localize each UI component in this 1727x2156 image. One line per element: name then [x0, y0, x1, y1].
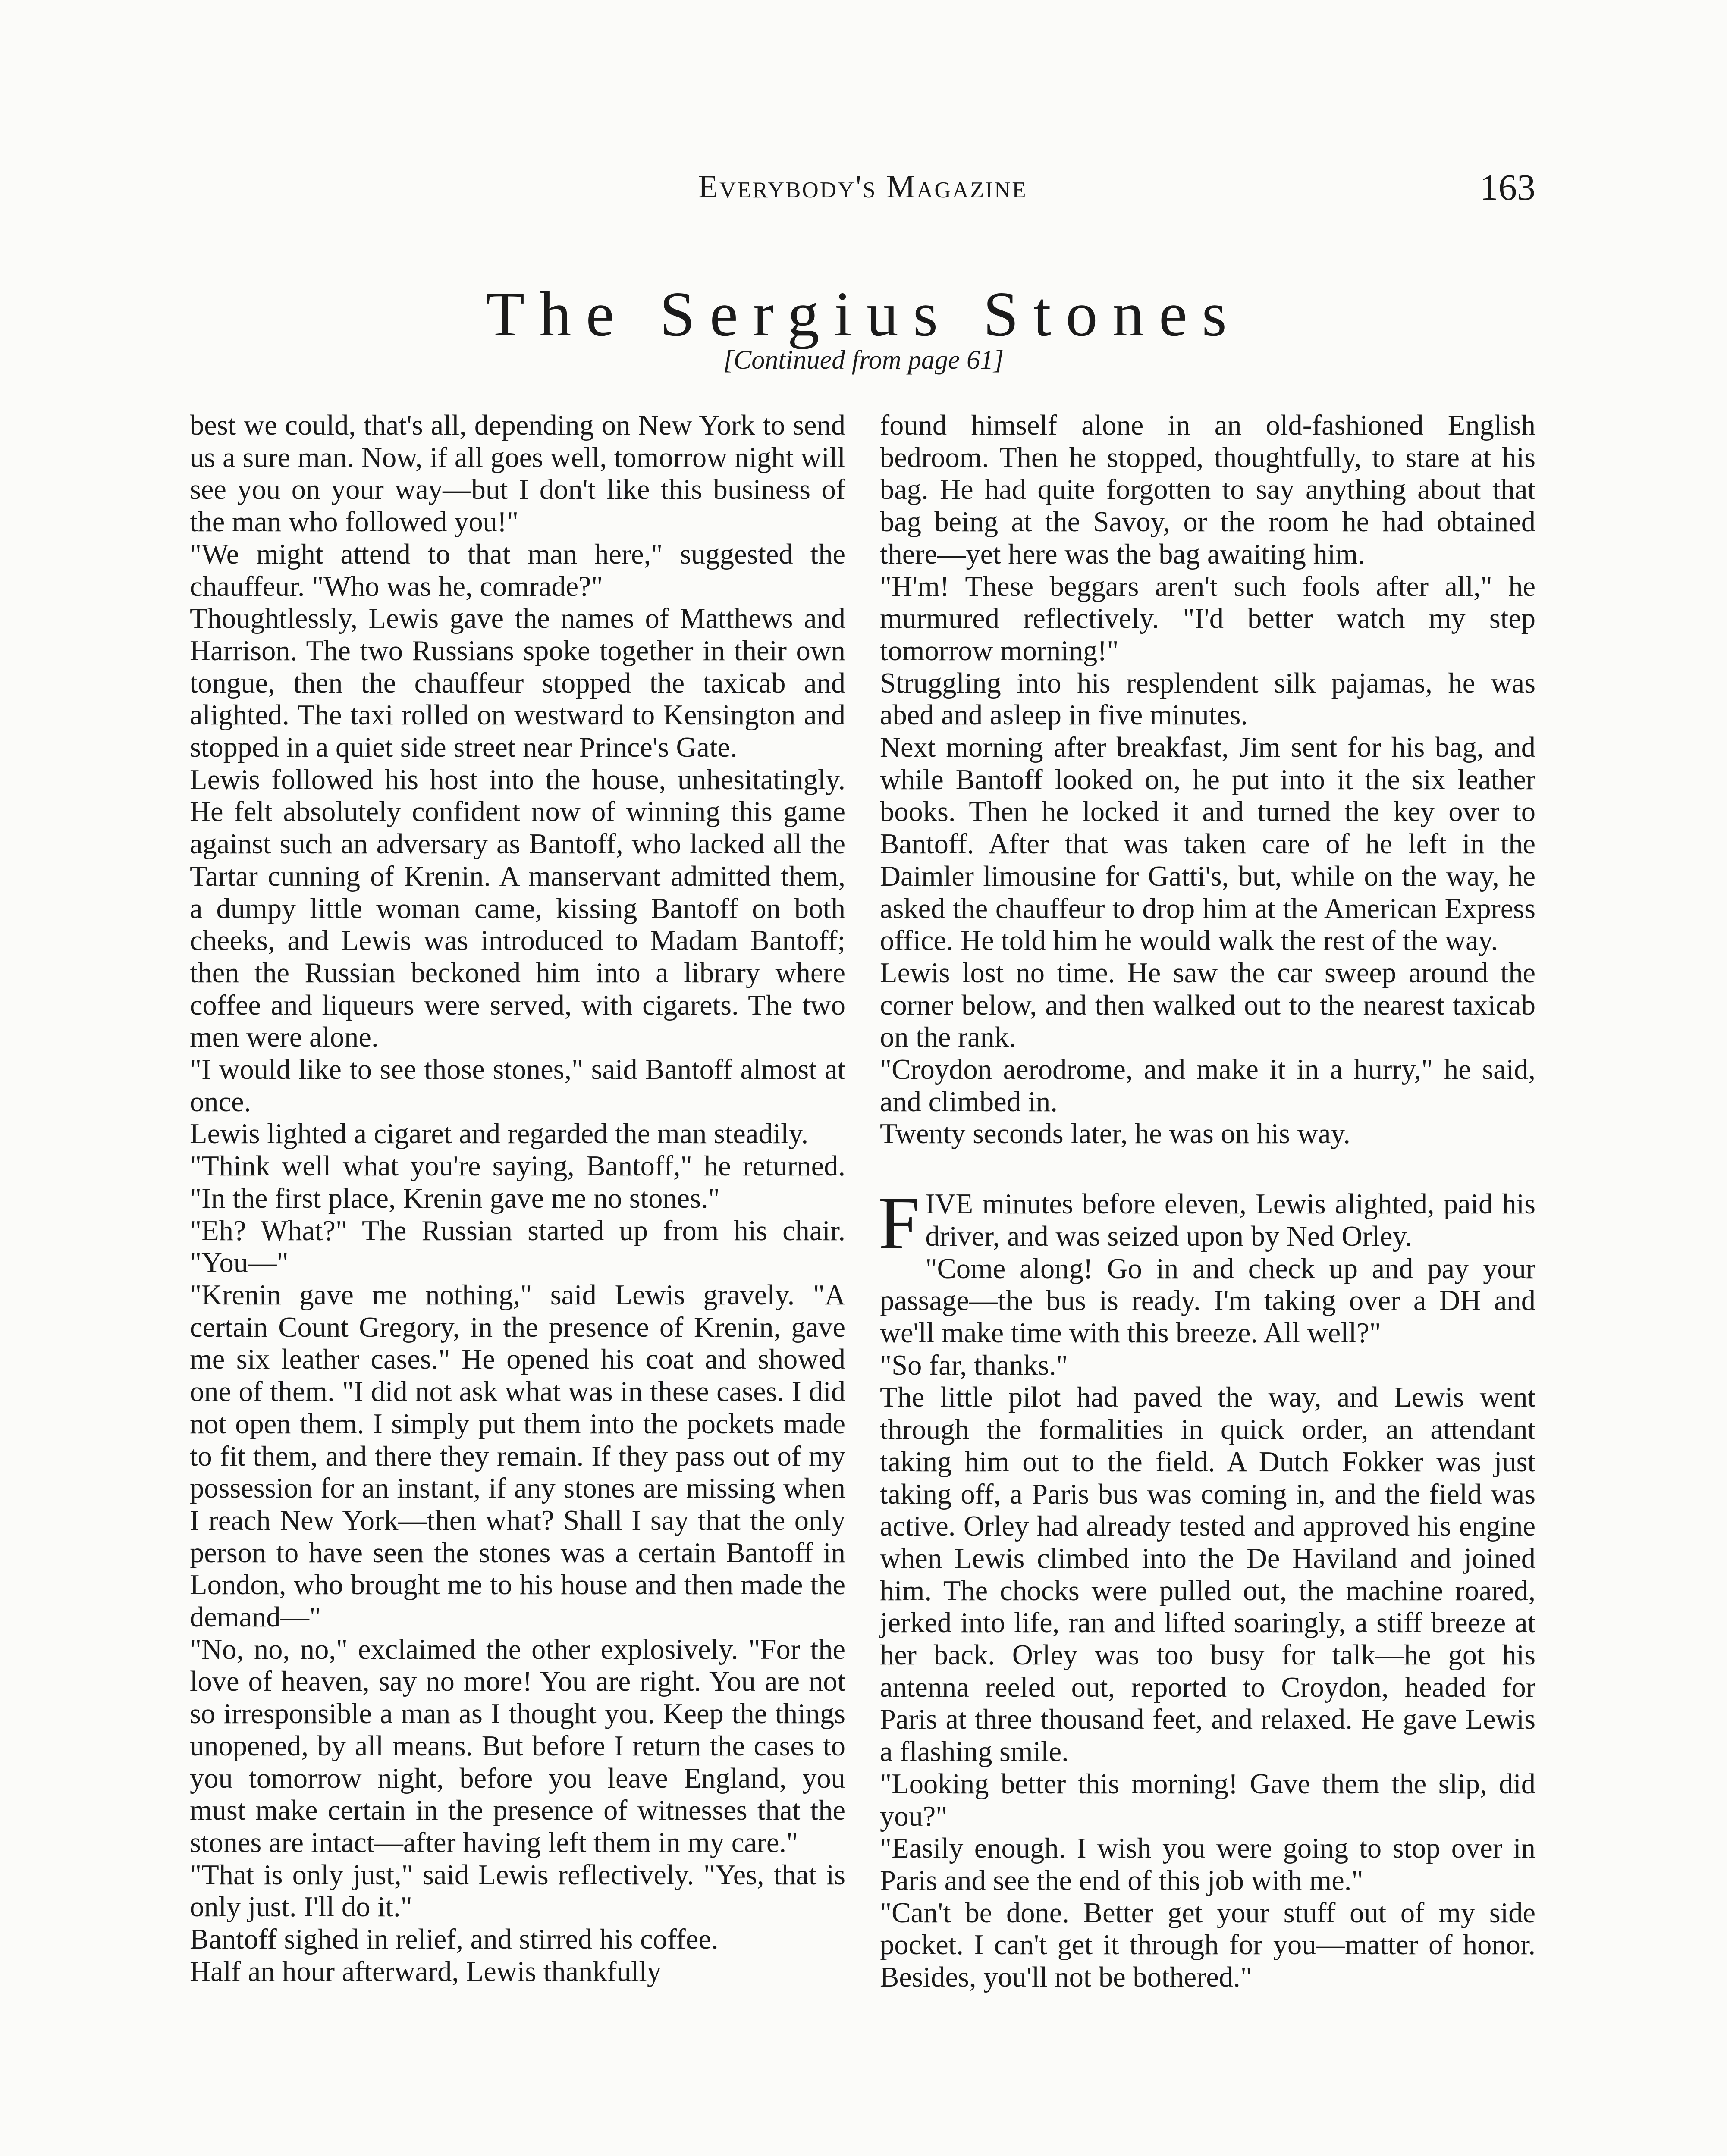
paragraph: "H'm! These beggars aren't such fools after all," he murmured reflectively. "I'd better watch my step tomorrow morning!": [880, 570, 1535, 667]
section-opening-paragraph: [878, 1181, 1535, 1265]
paragraph: Struggling into his resplendent silk pajamas, he was abed and asleep in five minutes.: [880, 667, 1535, 731]
continued-note: [Continued from page 61]: [723, 345, 1004, 375]
paragraph: Half an hour afterward, Lewis thankfully: [190, 1955, 662, 1987]
paragraph: "Can't be done. Better get your stuff out of my side pocket. I can't get it through for you—matter of honor. Besides, you'll not be bothered.": [880, 1897, 1535, 1993]
story-title: The Sergius Stones: [485, 279, 1242, 350]
paragraph: best we could, that's all, depending on New York to send us a sure man. Now, if all goes well, tomorrow night will see you on your way—but I don't like this business of the man who followed you!": [190, 410, 845, 538]
paragraph: "Looking better this morning! Gave them the slip, did you?": [880, 1768, 1535, 1832]
paragraph-text: IVE minutes before eleven, Lewis alighted, paid his driver, and was seized upon by Ned Orley.: [925, 1188, 1535, 1252]
paragraph: "Think well what you're saying, Bantoff," he returned. "In the first place, Krenin gave me no stones.": [190, 1150, 845, 1214]
paragraph: "Croydon aerodrome, and make it in a hurry," he said, and climbed in.: [880, 1054, 1535, 1118]
paragraph: "Easily enough. I wish you were going to stop over in Paris and see the end of this job with me.": [880, 1833, 1535, 1896]
paragraph: Bantoff sighed in relief, and stirred his coffee.: [190, 1924, 719, 1955]
paragraph: Thoughtlessly, Lewis gave the names of Matthews and Harrison. The two Russians spoke together in their own tongue, then the chauffeur stopped the taxicab and alighted. The taxi rolled on westward to Kensington and stopped in a quiet side street near Prince's Gate.: [190, 603, 845, 764]
drop-cap-letter: F: [878, 1181, 920, 1265]
paragraph: "Eh? What?" The Russian started up from his chair. "You—": [190, 1215, 845, 1279]
paragraph: "Come along! Go in and check up and pay your passage—the bus is ready. I'm taking over a DH and we'll make time with this breeze. All well?": [880, 1253, 1535, 1349]
text-column-right: [880, 410, 1535, 1994]
running-head: [190, 168, 1535, 220]
paragraph: found himself alone in an old-fashioned English bedroom. Then he stopped, thoughtfully, to stare at his bag. He had quite forgotten to say anything about that bag being at the Savoy, or the room he had obtained there—yet here was the bag awaiting him.: [880, 410, 1535, 570]
paragraph: "I would like to see those stones," said Bantoff almost at once.: [190, 1054, 845, 1118]
paragraph: "That is only just," said Lewis reflectively. "Yes, that is only just. I'll do it.": [190, 1859, 845, 1923]
page-number: 163: [1480, 166, 1535, 208]
paragraph: "So far, thanks.": [880, 1349, 1068, 1381]
paragraph: Next morning after breakfast, Jim sent for his bag, and while Bantoff looked on, he put into it the six leather books. Then he locked it and turned the key over to Bantoff. After that was taken care of he left in the Daimler limousine for Gatti's, but, while on the way, he asked the chauffeur to drop him at the American Express office. He told him he would walk the rest of the way.: [880, 732, 1535, 957]
paragraph: Lewis lighted a cigaret and regarded the man steadily.: [190, 1118, 809, 1150]
paragraph: Lewis lost no time. He saw the car sweep around the corner below, and then walked out to the nearest taxicab on the rank.: [880, 957, 1535, 1053]
paragraph: Twenty seconds later, he was on his way.: [880, 1118, 1350, 1150]
paragraph: Lewis followed his host into the house, unhesitatingly. He felt absolutely confident now of winning this game against such an adversary as Bantoff, who lacked all the Tartar cunning of Krenin. A manservant admitted them, a dumpy little woman came, kissing Bantoff on both cheeks, and Lewis was introduced to Madam Bantoff; then the Russian beckoned him into a library where coffee and liqueurs were served, with cigarets. The two men were alone.: [190, 764, 845, 1053]
paragraph: "Krenin gave me nothing," said Lewis gravely. "A certain Count Gregory, in the presence of Krenin, gave me six leather cases." He opened his coat and showed one of them. "I did not ask what was in these cases. I did not open them. I simply put them into the pockets made to fit them, and there they remain. If they pass out of my possession for an instant, if any stones are missing when I reach New York—then what? Shall I say that the only person to have seen the stones was a certain Bantoff in London, who brought me to his house and then made the demand—": [190, 1279, 845, 1633]
paragraph: "No, no, no," exclaimed the other explosively. "For the love of heaven, say no more! You are right. You are not so irresponsible a man as I thought you. Keep the things unopened, by all means. But before I return the cases to you tomorrow night, before you leave England, you must make certain in the presence of witnesses that the stones are intact—after having left them in my care.": [190, 1633, 845, 1858]
paragraph: The little pilot had paved the way, and Lewis went through the formalities in quick order, an attendant taking him out to the field. A Dutch Fokker was just taking off, a Paris bus was coming in, and the field was active. Orley had already tested and approved his engine when Lewis climbed into the De Haviland and joined him. The chocks were pulled out, the machine roared, jerked into life, ran and lifted soaringly, a stiff breeze at her back. Orley was too busy for talk—he got his antenna reeled out, reported to Croydon, headed for Paris at three thousand feet, and relaxed. He gave Lewis a flashing smile.: [880, 1382, 1535, 1768]
text-column-left: [190, 410, 845, 1988]
magazine-name: Everybody's Magazine: [698, 169, 1027, 205]
paragraph: "We might attend to that man here," suggested the chauffeur. "Who was he, comrade?": [190, 538, 845, 602]
